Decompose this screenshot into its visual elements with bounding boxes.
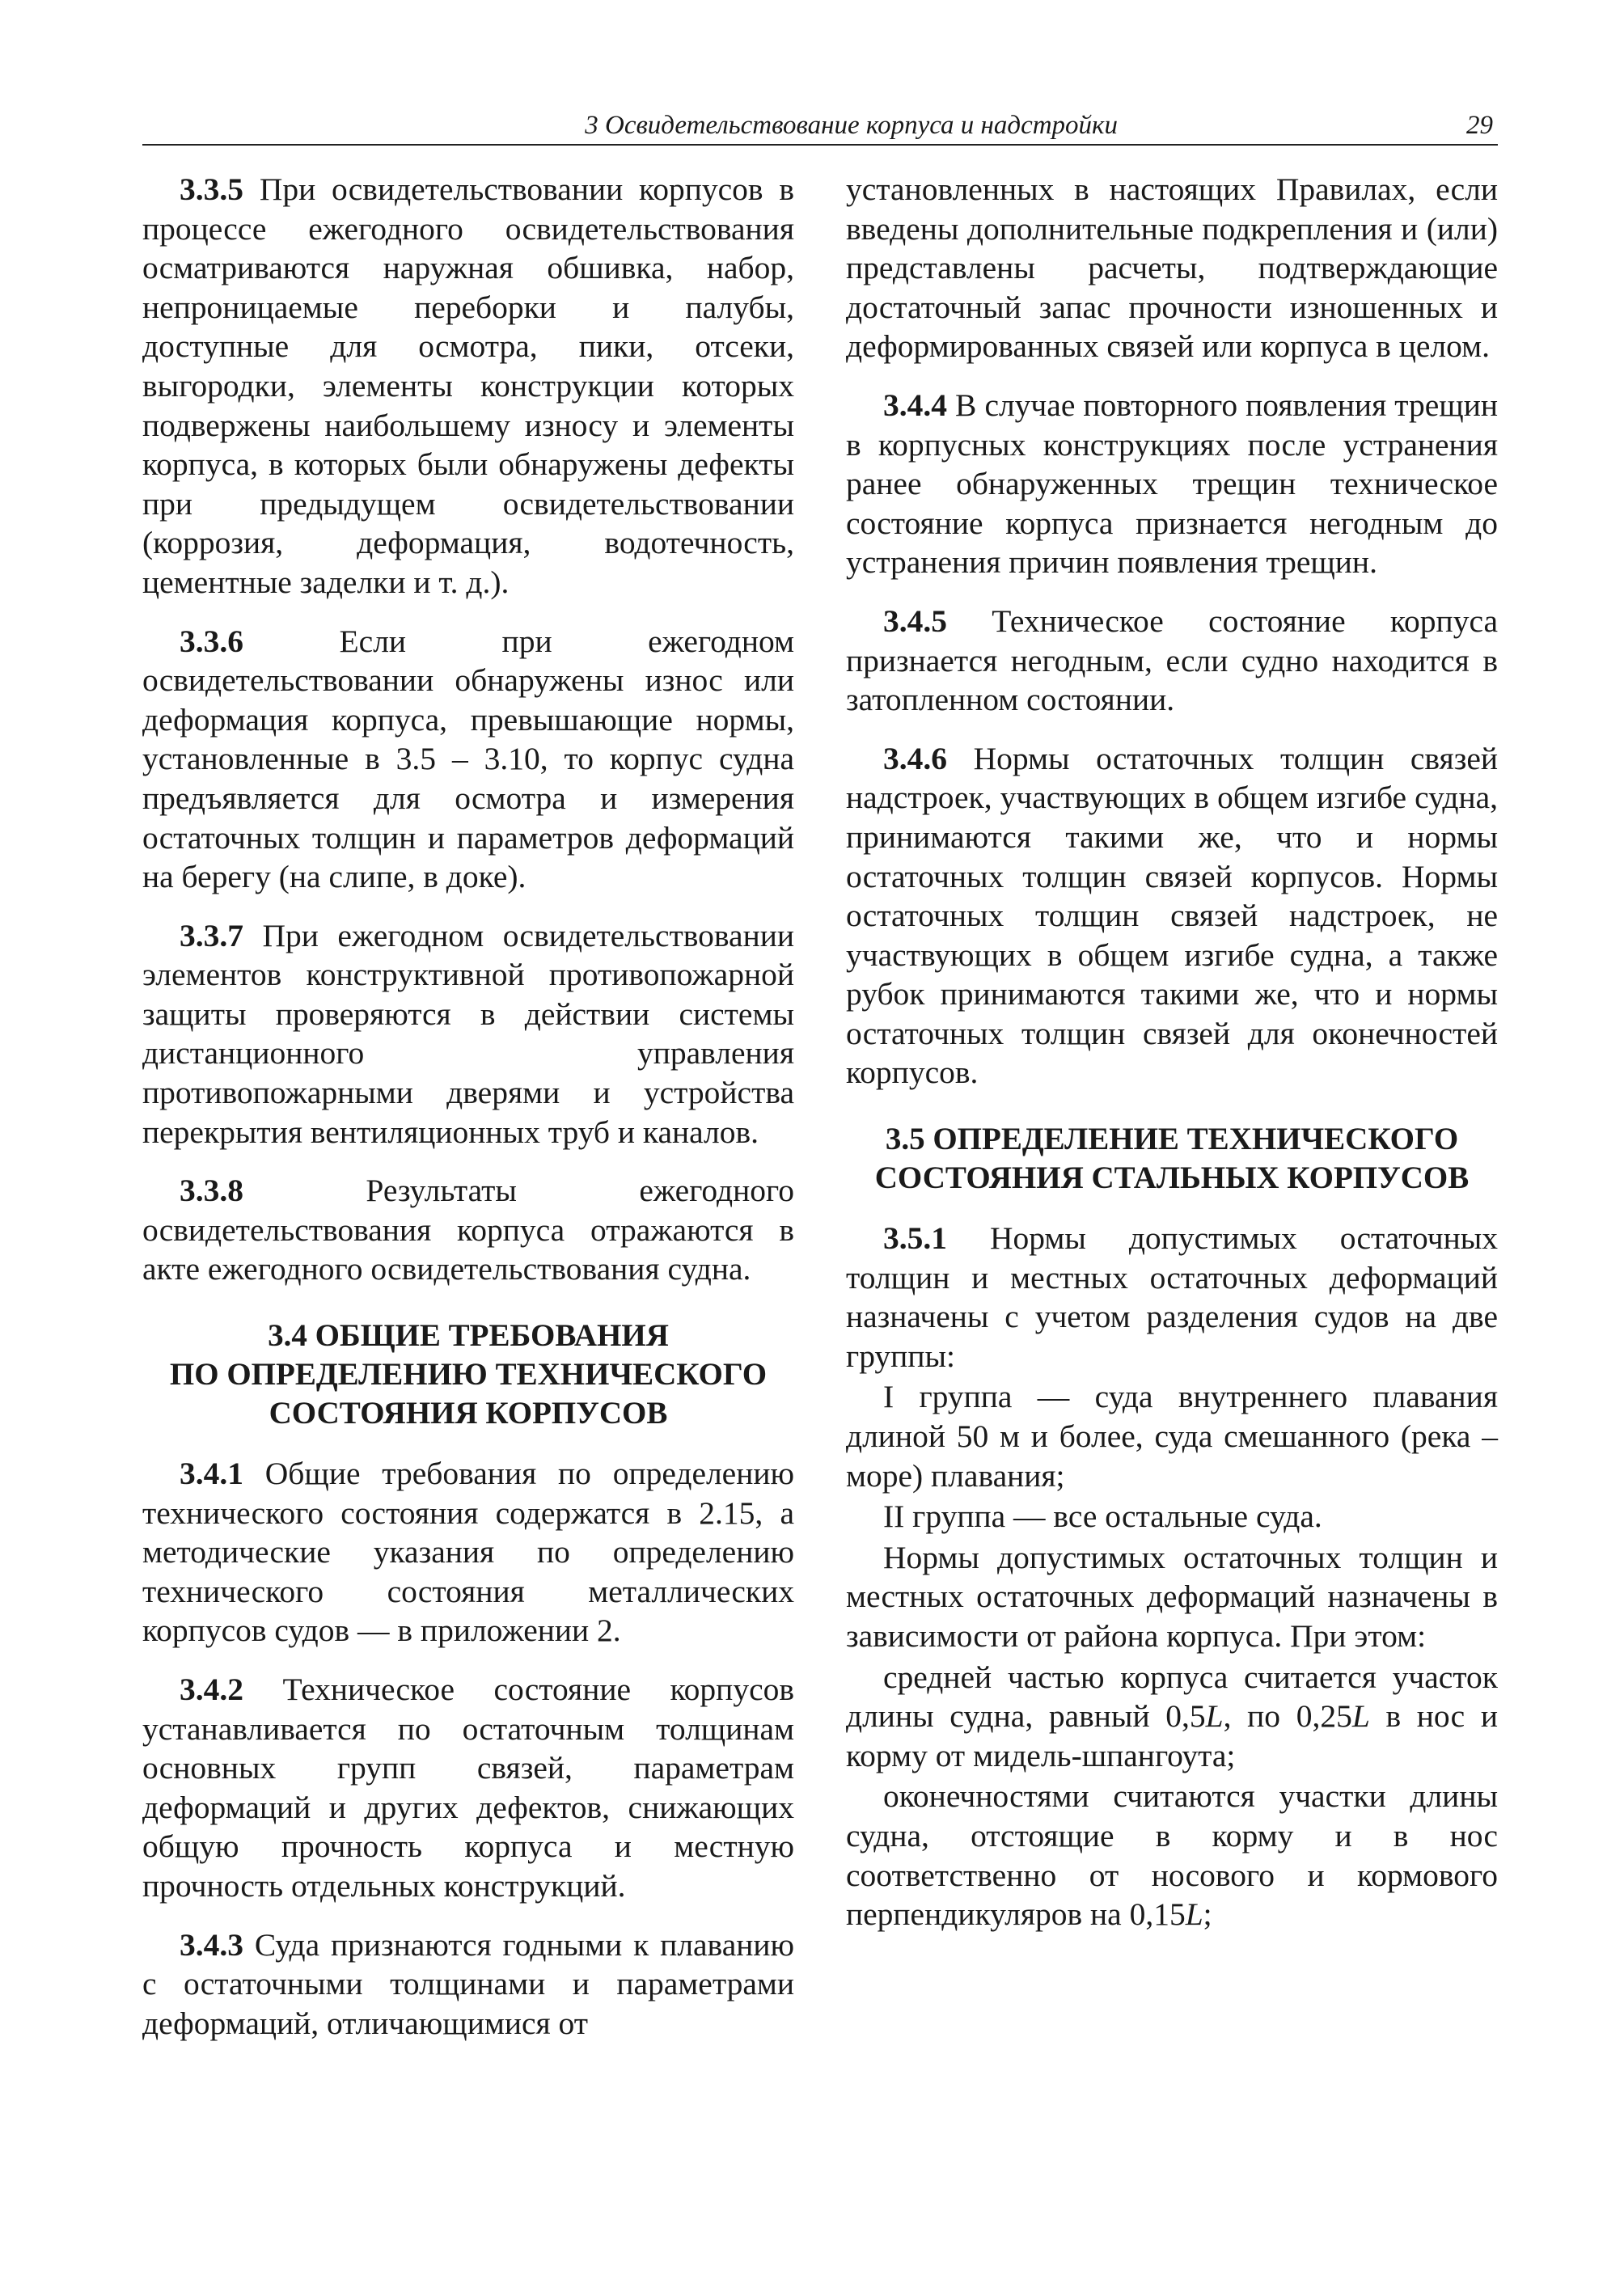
right-column (846, 170, 1498, 1936)
midship-definition (846, 1658, 1498, 1776)
clause-number: 3.4.2 (180, 1672, 243, 1707)
variable-l: L (1351, 1698, 1370, 1735)
clause-text: Нормы допустимых остаточных толщин и местных остаточных деформаций назначены с учетом разделения судов на две группы: (846, 1220, 1499, 1374)
paragraph-3-5-1 (846, 1219, 1498, 1376)
paragraph-3-3-7 (142, 916, 794, 1152)
clause-text: установленных в настоящих Правилах, если введены дополнительные подкрепления и (или) представлены расчеты, подтверждающие достаточный запас прочности изношенных и деформированных связей или корпуса в целом. (846, 171, 1498, 365)
clause-number: 3.5.1 (883, 1220, 947, 1257)
heading-line: СОСТОЯНИЯ КОРПУСОВ (269, 1396, 668, 1431)
running-header (142, 102, 1498, 146)
page-number: 29 (1466, 111, 1493, 140)
left-column (142, 170, 794, 2062)
clause-text: При ежегодном освидетельствовании элементов конструктивной противопожарной защиты проверяются в действии системы дистанционного управления противопожарными дверями и устройства перекрытия вентиляционных труб и каналов. (142, 917, 795, 1150)
paragraph-3-4-4 (846, 386, 1498, 582)
clause-number: 3.4.3 (180, 1926, 243, 1963)
clause-number: 3.4.1 (180, 1456, 243, 1492)
paragraph-3-3-5 (142, 170, 794, 602)
paragraph-3-4-1 (142, 1454, 794, 1651)
text-run: средней частью корпуса считается участок длины судна, равный 0,5 (846, 1659, 1498, 1735)
variable-l: L (1205, 1698, 1224, 1735)
clause-text: Если при ежегодном освидетельствовании обнаружены износ или деформация корпуса, превышающие нормы, установленные в 3.5 – 3.10, то корпус судна предъявляется для осмотра и измерения остаточных толщин и параметров деформаций на берегу (на слипе, в доке). (142, 623, 795, 895)
paragraph-3-4-3 (142, 1925, 794, 2044)
heading-line: 3.4 ОБЩИЕ ТРЕБОВАНИЯ (268, 1318, 669, 1354)
text-run: оконечностями считаются участки длины судна, отстоящие в корму и в нос соответственно от носового и кормового перпендикуляров на 0,15 (846, 1778, 1498, 1933)
clause-text: Техническое состояние корпусов устанавливается по остаточным толщинам основных групп связей, параметрам деформаций и других дефектов, снижающих общую прочность корпуса и местную прочность отдельных конструкций. (142, 1672, 794, 1904)
clause-number: 3.3.6 (180, 623, 243, 659)
clause-text: Результаты ежегодного освидетельствования корпуса отражаются в акте ежегодного освидетельствования судна. (142, 1173, 794, 1287)
heading-line: ПО ОПРЕДЕЛЕНИЮ ТЕХНИЧЕСКОГО (169, 1357, 768, 1393)
heading-line: СОСТОЯНИЯ СТАЛЬНЫХ КОРПУСОВ (874, 1160, 1470, 1196)
variable-l: L (1185, 1896, 1203, 1933)
clause-text: Техническое состояние корпуса признается негодным, если судно находится в затопленном состоянии. (846, 602, 1498, 718)
running-title: 3 Освидетельствование корпуса и надстройки (585, 111, 1118, 140)
paragraph-3-3-8 (142, 1171, 794, 1289)
paragraph-3-4-2 (142, 1670, 794, 1906)
clause-number: 3.4.4 (883, 387, 947, 423)
text-run: , по 0,25 (1223, 1698, 1352, 1735)
clause-text: Общие требования по определению технического состояния содержатся в 2.15, а методические указания по определению технического состояния металлических корпусов судов — в приложении 2. (142, 1456, 795, 1649)
clause-text: Суда признаются годными к плаванию с остаточными толщинами и параметрами деформаций, отличающимися от (142, 1926, 795, 2041)
group-1-definition: I группа — суда внутреннего плавания длиной 50 м и более, суда смешанного (река – море) плавания; (846, 1379, 1498, 1494)
section-heading-3-4 (142, 1317, 794, 1433)
norms-paragraph: Нормы допустимых остаточных толщин и местных остаточных деформаций назначены в зависимости от района корпуса. При этом: (846, 1539, 1498, 1654)
text-run: ; (1203, 1896, 1212, 1933)
text-run: в нос и корму от мидель-шпангоута; (846, 1698, 1498, 1773)
ends-definition (846, 1777, 1498, 1934)
paragraph-3-4-5 (846, 602, 1498, 720)
clause-number: 3.3.5 (180, 171, 243, 207)
clause-number: 3.3.8 (180, 1173, 243, 1209)
section-heading-3-5 (846, 1120, 1498, 1198)
clause-text: Нормы остаточных толщин связей надстроек, участвующих в общем изгибе судна, принимаются такими же, что и нормы остаточных толщин связей корпусов. Нормы остаточных толщин связей надстроек, не участвующих в общем изгибе судна, а также рубок принимаются такими же, что и нормы остаточных толщин связей для оконечностей корпусов. (846, 740, 1499, 1091)
clause-text: При освидетельствовании корпусов в процессе ежегодного освидетельствования осматриваются наружная обшивка, набор, непроницаемые переборки и палубы, доступные для осмотра, пики, отсеки, выгородки, элементы конструкции которых подвержены наибольшему износу и элементы корпуса, в которых были обнаружены дефекты при предыдущем освидетельствовании (коррозия, деформация, водотечность, цементные заделки и т. д.). (142, 171, 795, 600)
paragraph-3-3-6 (142, 622, 794, 897)
paragraph-3-4-6 (846, 739, 1498, 1093)
clause-number: 3.4.6 (883, 740, 947, 776)
clause-number: 3.4.5 (883, 602, 947, 639)
clause-text: В случае повторного появления трещин в корпусных конструкциях после устранения ранее обнаруженных трещин техническое состояние корпуса признается негодным до устранения причин появления трещин. (846, 387, 1498, 581)
heading-line: 3.5 ОПРЕДЕЛЕНИЕ ТЕХНИЧЕСКОГО (885, 1122, 1459, 1157)
clause-number: 3.3.7 (180, 917, 243, 953)
paragraph-3-4-3-continued (846, 170, 1498, 366)
group-2-definition: II группа — все остальные суда. (883, 1498, 1322, 1535)
